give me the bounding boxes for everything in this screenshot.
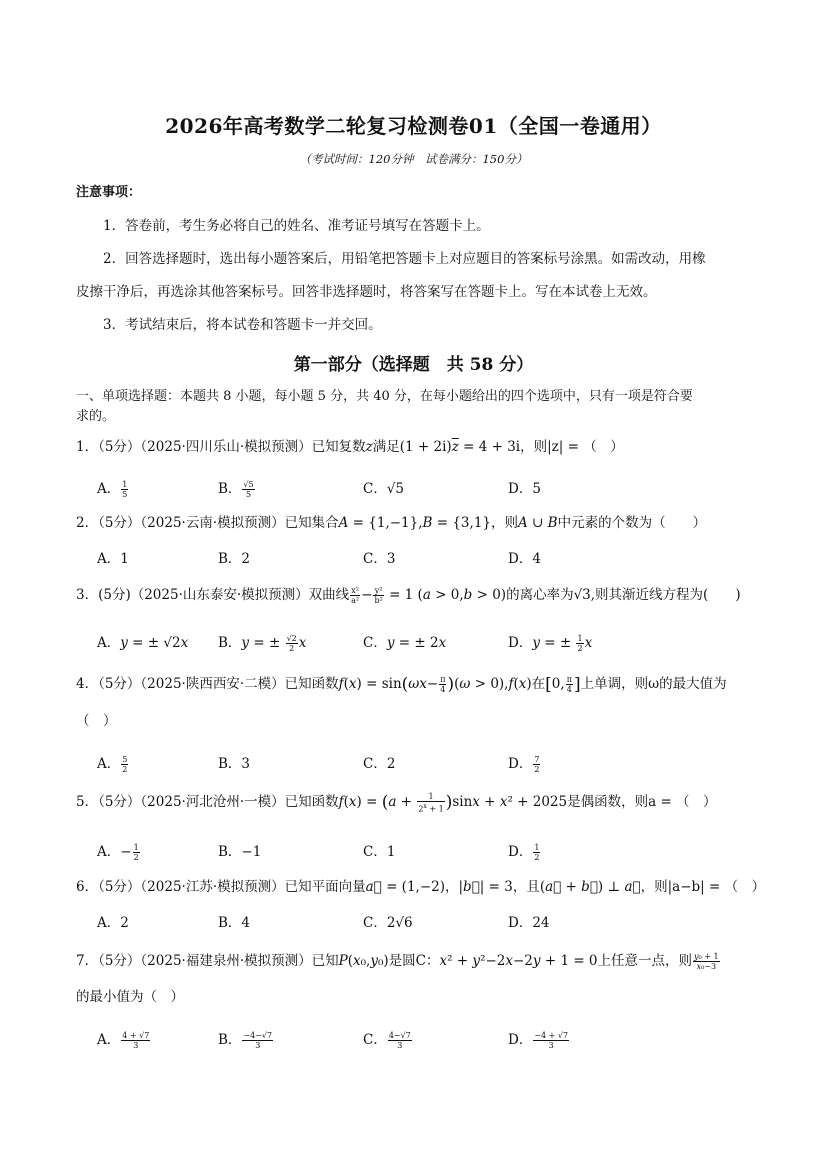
- question-5-prefix: 5．（5分）（2025·河北沧州·一模）已知函数: [76, 794, 339, 810]
- question-2-tail: 中元素的个数为（ ）: [557, 515, 707, 531]
- question-2-option-c[interactable]: C．3: [363, 551, 396, 567]
- notice-item-2: 2．回答选择题时，选出每小题答案后，用铅笔把答题卡上对应题目的答案标号涂黑。如需改动，用橡: [103, 251, 706, 267]
- question-3-option-c[interactable]: C．y = ± 2x: [363, 635, 447, 651]
- question-7-formula: P(x₀,y₀)是圆C：x² + y²−2x−2y + 1 = 0: [338, 953, 598, 969]
- question-1-prefix: 1．（5分）（2025·四川乐山·模拟预测）已知复数: [76, 439, 366, 455]
- question-5-formula: f(x) = (a + $\frac{1}{2^x + 1}$ )sinx + x² + 2025: [338, 791, 568, 814]
- question-4-option-d[interactable]: D． $\frac{7}{2}$: [508, 755, 540, 774]
- question-7-option-a[interactable]: A． $\frac{4 + √7}{3}$: [97, 1031, 150, 1050]
- question-6-prefix: 6．（5分）（2025·江苏·模拟预测）已知平面向量: [76, 879, 366, 895]
- question-4-option-a[interactable]: A． $\frac{5}{2}$: [97, 755, 128, 774]
- question-4-option-b[interactable]: B．3: [218, 756, 251, 772]
- question-3-tail: 的离心率为√3,则其渐近线方程为( ): [506, 587, 741, 603]
- question-3: 3．(5分)（2025·山东泰安·模拟预测）双曲线 $\frac{\text{x²}}{\text{a²}}$ − $\frac{\text{y²}}{\text{b²}}$ = 1 (a > 0,b > 0)的离心率为√3,则其渐近线方程为( ): [76, 586, 741, 605]
- question-3-formula: $\frac{\text{x²}}{\text{a²}}$: [351, 586, 360, 605]
- question-7-option-d[interactable]: D． $\frac{-4 + √7}{3}$: [508, 1031, 569, 1050]
- question-7: [76, 950, 766, 972]
- question-2-option-a[interactable]: A．1: [97, 551, 129, 567]
- question-6-formula: a⃗ = (1,−2)，|b⃗| = 3，且(a⃗ + b⃗) ⊥ a⃗: [365, 879, 641, 895]
- question-6-options: [97, 911, 717, 935]
- question-4-prefix: 4．（5分）（2025·陕西西安·二模）已知函数: [76, 676, 339, 692]
- exam-info: （考试时间：120分钟 试卷满分：150分）: [299, 152, 528, 166]
- question-7-fraction: $\frac{\text{y₀ + 1}}{\text{x₀−3}}$: [694, 952, 719, 971]
- question-1-option-b[interactable]: B． $\frac{√5}{5}$: [218, 480, 254, 499]
- question-6-option-c[interactable]: C．2√6: [363, 915, 413, 931]
- question-5-option-d[interactable]: D． $\frac{1}{2}$: [508, 843, 540, 862]
- question-4: [76, 673, 766, 696]
- question-6-option-b[interactable]: B．4: [218, 915, 251, 931]
- question-3-option-d[interactable]: D．y = ± $\frac{1}{2}$ x: [508, 634, 593, 653]
- question-4-tail: 上单调，则ω的最大值为: [580, 676, 727, 692]
- question-1-options: [97, 477, 717, 501]
- question-1-tail: ，则|z| = （ ）: [520, 439, 624, 455]
- question-3-option-b[interactable]: B．y = ± $\frac{√2}{2}$ x: [218, 634, 307, 653]
- question-1: 1．（5分）（2025·四川乐山·模拟预测）已知复数z满足$(1 + 2i)\overline{z} = 4 + 3i$，则|z| = （ ）: [76, 439, 624, 455]
- question-7-option-c[interactable]: C． $\frac{4-√7}{3}$: [363, 1031, 411, 1050]
- notice-item-3: 3．考试结束后，将本试卷和答题卡一并交回。: [103, 317, 382, 333]
- question-6: [76, 876, 766, 898]
- notice-item-1: 1．答卷前，考生务必将自己的姓名、准考证号填写在答题卡上。: [103, 218, 490, 234]
- question-4-formula: f(x) = sin(ωx− $\frac{\pi}{4}$ )(ω > 0),f(x)在[0, $\frac{\pi}{4}$ ]: [338, 674, 581, 695]
- question-6-tail: ，则|a−b| = （ ）: [640, 879, 766, 895]
- question-7-prefix: 7．（5分）（2025·福建泉州·模拟预测）已知: [76, 953, 339, 969]
- question-5-tail: 是偶函数，则a = （ ）: [567, 794, 717, 810]
- question-2-formula: A: [338, 515, 349, 531]
- question-4-option-c[interactable]: C．2: [363, 756, 396, 772]
- notice-item-2-cont: 皮擦干净后，再选涂其他答案标号。回答非选择题时，将答案写在答题卡上。写在本试卷上无效。: [76, 284, 657, 300]
- exam-title: 2026年高考数学二轮复习检测卷01（全国一卷通用）: [165, 114, 662, 138]
- question-1-option-a[interactable]: A． $\frac{1}{5}$: [97, 480, 128, 499]
- question-5-option-b[interactable]: B．−1: [218, 844, 262, 860]
- part-title: 第一部分（选择题 共 58 分）: [293, 355, 534, 375]
- section-heading: 一、单项选择题：本题共 8 小题，每小题 5 分，共 40 分，在每小题给出的四个选项中，只有一项是符合要: [76, 389, 693, 404]
- question-7-tail: 上任意一点，则: [597, 953, 693, 969]
- question-1-option-c[interactable]: C．√5: [363, 481, 405, 497]
- question-2-prefix: 2．（5分）（2025·云南·模拟预测）已知集合: [76, 515, 339, 531]
- question-3-prefix: 3．(5分)（2025·山东泰安·模拟预测）双曲线: [76, 587, 350, 603]
- question-5-option-c[interactable]: C．1: [363, 844, 396, 860]
- question-3-options: [97, 631, 717, 655]
- question-1-option-d[interactable]: D．5: [508, 481, 541, 497]
- question-7-options: [97, 1028, 717, 1052]
- question-3-option-a[interactable]: A．y = ± √2x: [97, 635, 189, 651]
- notice-heading: 注意事项：: [76, 185, 142, 200]
- question-4-options: [97, 752, 717, 776]
- question-2: 2．（5分）（2025·云南·模拟预测）已知集合A = {1,−1},B = {3,1}，则A ∪ B中元素的个数为（ ）: [76, 515, 707, 531]
- question-5-option-a[interactable]: A．− $\frac{1}{2}$: [97, 843, 139, 862]
- question-7-line2: 的最小值为（ ）: [76, 989, 184, 1005]
- question-2-option-b[interactable]: B．2: [218, 551, 251, 567]
- question-1-formula: z: [365, 439, 373, 455]
- question-2-option-d[interactable]: D．4: [508, 551, 541, 567]
- question-5: [76, 791, 766, 814]
- question-6-option-a[interactable]: A．2: [97, 915, 129, 931]
- section-heading-cont: 求的。: [76, 409, 116, 424]
- question-6-option-d[interactable]: D．24: [508, 915, 550, 931]
- question-5-options: [97, 840, 717, 864]
- question-7-option-b[interactable]: B． $\frac{-4-√7}{3}$: [218, 1031, 273, 1050]
- question-4-line2: （ ）: [76, 713, 117, 729]
- question-2-options: [97, 547, 717, 571]
